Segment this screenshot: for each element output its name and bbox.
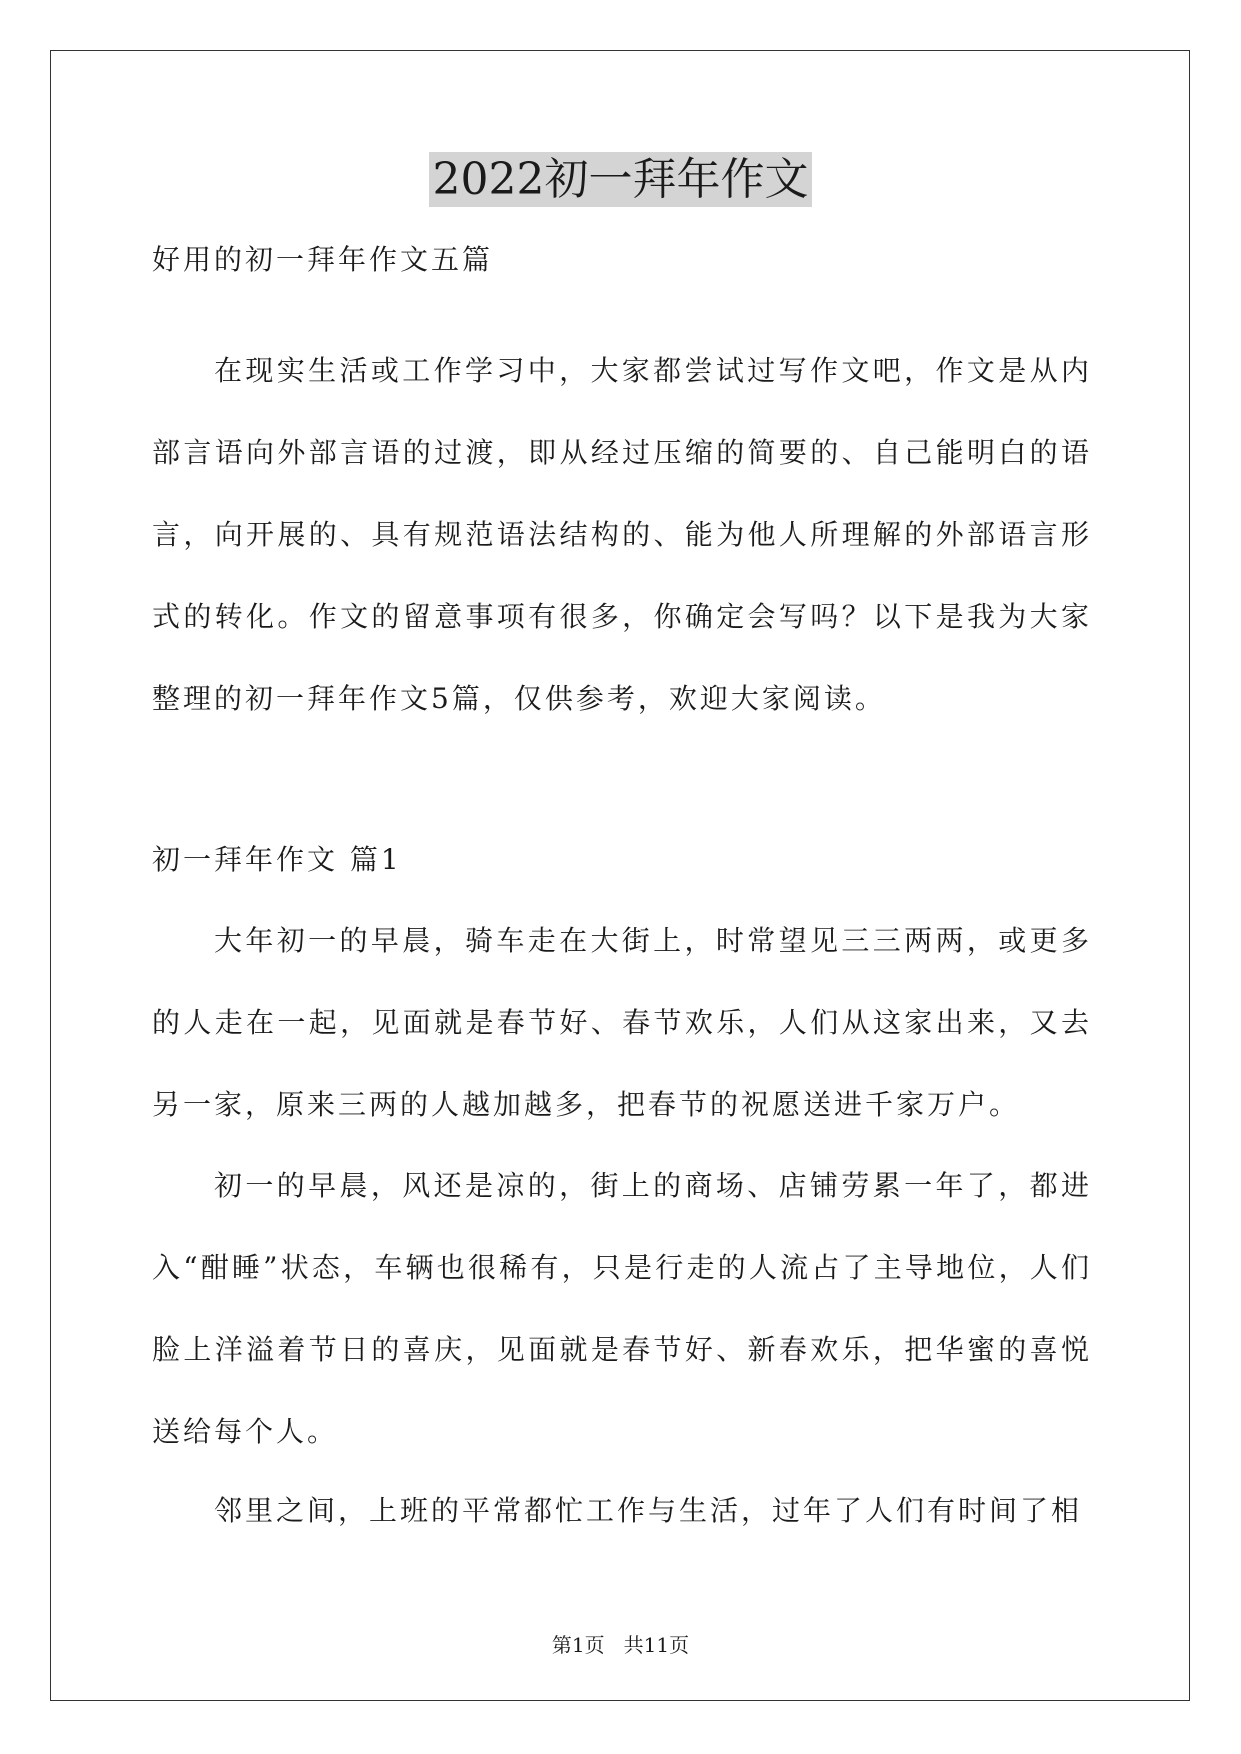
document-subtitle: 好用的初一拜年作文五篇 (152, 243, 494, 276)
body-paragraph-1: 大年初一的早晨，骑车走在大街上，时常望见三三两两，或更多的人走在一起，见面就是春节好、春节欢乐，人们从这家出来，又去另一家，原来三两的人越加越多，把春节的祝愿送进千家万户。 (152, 924, 1092, 1121)
body-paragraph-3: 邻里之间，上班的平常都忙工作与生活，过年了人们有时间了相 (214, 1494, 1083, 1527)
document-title (0, 150, 1241, 210)
intro-paragraph: 在现实生活或工作学习中，大家都尝试过写作文吧，作文是从内部言语向外部言语的过渡，即从经过压缩的简要的、自己能明白的语言，向开展的、具有规范语法结构的、能为他人所理解的外部语言形式的转化。作文的留意事项有很多，你确定会写吗？以下是我为大家整理的初一拜年作文5篇，仅供参考，欢迎大家阅读。 (152, 354, 1092, 715)
body-paragraph-2: 初一的早晨，风还是凉的，街上的商场、店铺劳累一年了，都进入“酣睡”状态，车辆也很稀有，只是行走的人流占了主导地位，人们脸上洋溢着节日的喜庆，见面就是春节好、新春欢乐，把华蜜的喜悦送给每个人。 (152, 1169, 1092, 1448)
page-footer: 第1页 共11页 (551, 1633, 690, 1657)
document-title-text: 2022初一拜年作文 (429, 152, 813, 207)
section-heading: 初一拜年作文 篇1 (152, 843, 402, 876)
